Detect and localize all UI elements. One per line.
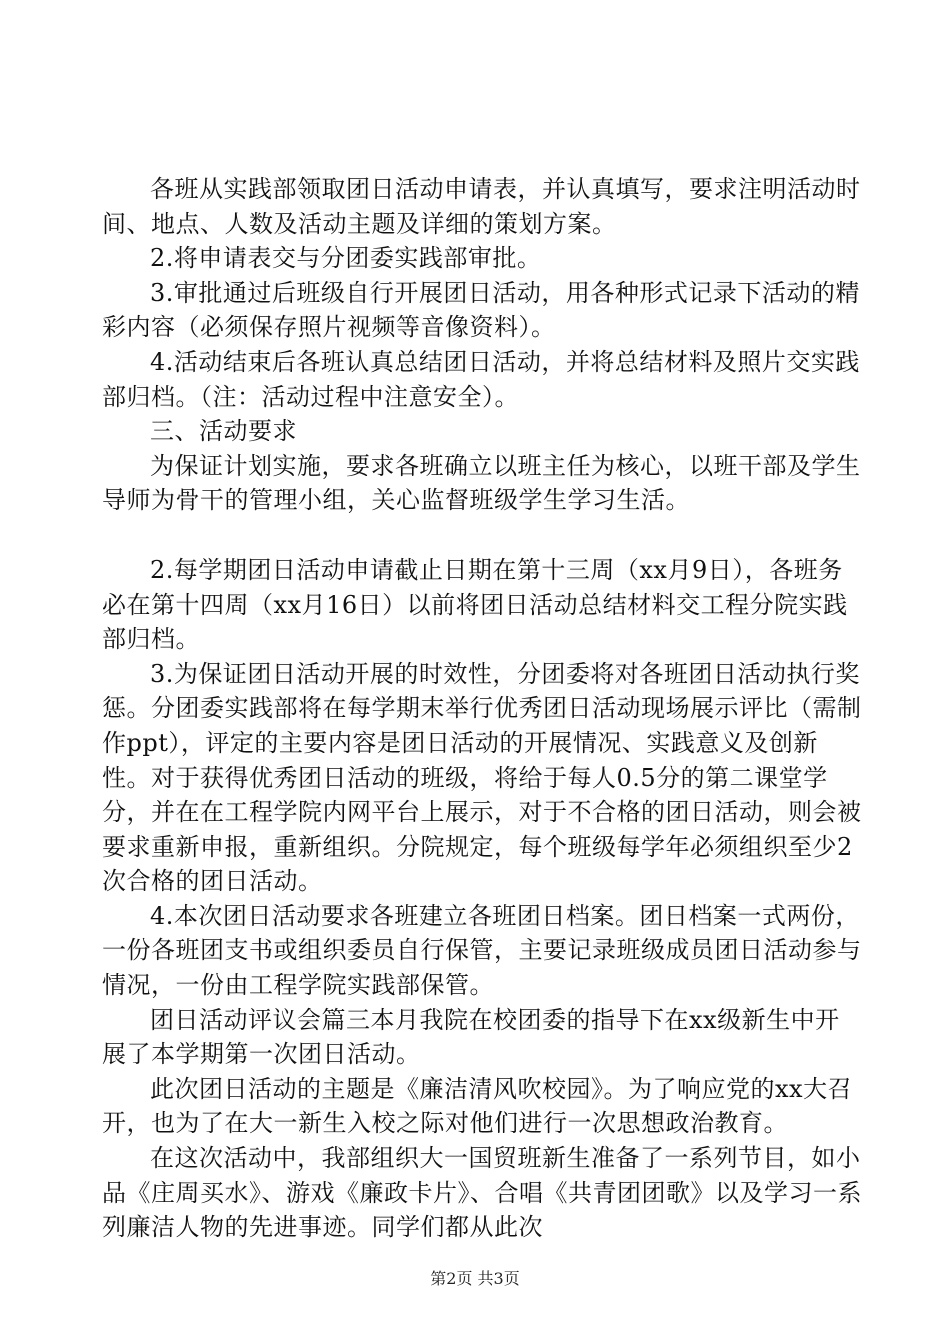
section-heading: 三、活动要求	[150, 417, 297, 446]
paragraph-9: 4.本次团日活动要求各班建立各班团日档案。团日档案一式两份，一份各班团支书或组织委员自行保管，主要记录班级成员团日活动参与情况，一份由工程学院实践部保管。	[102, 901, 862, 1000]
document-body	[102, 172, 862, 1245]
paragraph-12: 在这次活动中，我部组织大一国贸班新生准备了一系列节目，如小品《庄周买水》、游戏《廉政卡片》、合唱《共青团团歌》以及学习一系列廉洁人物的先进事迹。同学们都从此次	[102, 1144, 862, 1242]
paragraph-gap	[102, 518, 862, 553]
paragraph-6: 为保证计划实施，要求各班确立以班主任为核心，以班干部及学生导师为骨干的管理小组，关心监督班级学生学习生活。	[102, 451, 861, 515]
paragraph-3: 3.审批通过后班级自行开展团日活动，用各种形式记录下活动的精彩内容（必须保存照片视频等音像资料）。	[102, 278, 860, 342]
paragraph-4: 4.活动结束后各班认真总结团日活动，并将总结材料及照片交实践部归档。（注：活动过程中注意安全）。	[102, 347, 860, 411]
paragraph-8: 3.为保证团日活动开展的时效性，分团委将对各班团日活动执行奖惩。分团委实践部将在每学期末举行优秀团日活动现场展示评比（需制作ppt），评定的主要内容是团日活动的开展情况、实践意义及创新性。对于获得优秀团日活动的班级，将给于每人0.5分的第二课堂学分，并在在工程学院内网平台上展示，对于不合格的团日活动，则会被要求重新申报，重新组织。分院规定，每个班级每学年必须组织至少2次合格的团日活动。	[102, 659, 862, 896]
page-footer	[0, 1269, 950, 1289]
paragraph-7: 2.每学期团日活动申请截止日期在第十三周（xx月9日），各班务必在第十四周（xx月16日）以前将团日活动总结材料交工程分院实践部归档。	[102, 555, 848, 654]
paragraph-1: 各班从实践部领取团日活动申请表，并认真填写，要求注明活动时间、地点、人数及活动主题及详细的策划方案。	[102, 175, 861, 238]
paragraph-2: 2.将申请表交与分团委实践部审批。	[150, 244, 542, 273]
page-number-label: 第2页 共3页	[430, 1269, 520, 1288]
paragraph-11: 此次团日活动的主题是《廉洁清风吹校园》。为了响应党的xx大召开，也为了在大一新生入校之际对他们进行一次思想政治教育。	[102, 1074, 853, 1138]
paragraph-10: 团日活动评议会篇三本月我院在校团委的指导下在xx级新生中开展了本学期第一次团日活动。	[102, 1005, 840, 1069]
